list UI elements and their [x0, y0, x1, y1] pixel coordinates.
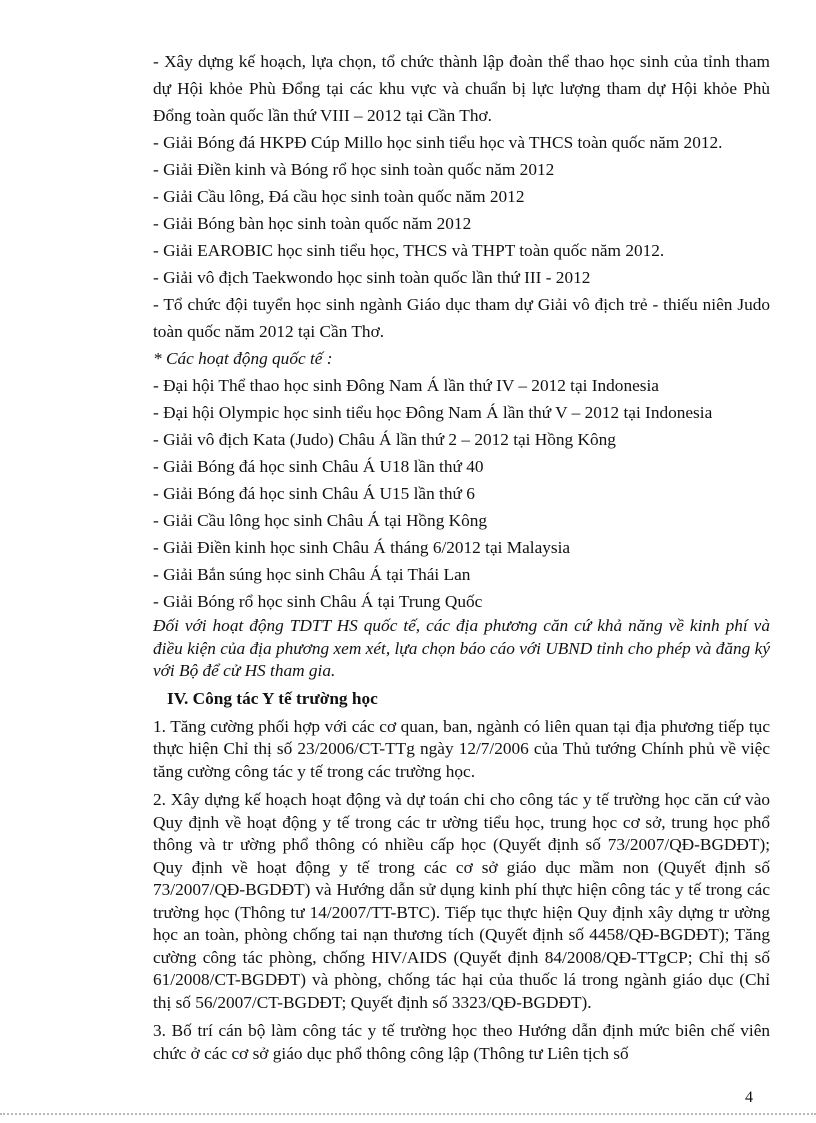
list-item: - Giải Điền kinh và Bóng rổ học sinh toàn quốc năm 2012 — [153, 160, 555, 179]
list-item: - Giải Cầu lông học sinh Châu Á tại Hồng Kông — [153, 511, 488, 530]
paragraph: - Tổ chức đội tuyển học sinh ngành Giáo dục tham dự Giải vô địch trẻ - thiếu niên Judo toàn quốc năm 2012 tại Cần Thơ. — [153, 295, 770, 341]
section-heading: IV. Công tác Y tế trường học — [167, 688, 378, 708]
paragraph: - Xây dựng kế hoạch, lựa chọn, tổ chức thành lập đoàn thể thao học sinh của tỉnh tham dự Hội khỏe Phù Đổng tại các khu vực và chuẩn bị lực lượng tham dự Hội khỏe Phù Đổng toàn quốc lần thứ VIII – 2012 tại Cần Thơ. — [153, 52, 770, 125]
list-item: - Giải Bóng đá học sinh Châu Á U15 lần thứ 6 — [153, 484, 475, 503]
list-item: - Giải vô địch Kata (Judo) Châu Á lần thứ 2 – 2012 tại Hồng Kông — [153, 430, 616, 449]
page-content — [153, 48, 770, 1065]
page-number: 4 — [745, 1089, 753, 1106]
list-item: - Giải vô địch Taekwondo học sinh toàn quốc lần thứ III - 2012 — [153, 268, 591, 287]
section-paragraph: 3. Bố trí cán bộ làm công tác y tế trường học theo Hướng dẫn định mức biên chế viên chức ở các cơ sở giáo dục phổ thông công lập (Thông tư Liên tịch số — [153, 1021, 770, 1063]
list-item: - Giải Bắn súng học sinh Châu Á tại Thái Lan — [153, 565, 471, 584]
list-item: - Giải Bóng đá học sinh Châu Á U18 lần thứ 40 — [153, 457, 484, 476]
list-item: - Giải Bóng rổ học sinh Châu Á tại Trung Quốc — [153, 592, 483, 611]
footer-divider — [0, 1113, 816, 1115]
list-item: - Giải Bóng bàn học sinh toàn quốc năm 2012 — [153, 214, 472, 233]
list-item: - Giải Điền kinh học sinh Châu Á tháng 6/2012 tại Malaysia — [153, 538, 571, 557]
section-paragraph: 2. Xây dựng kế hoạch hoạt động và dự toán chi cho công tác y tế trường học căn cứ vào Quy định về hoạt động y tế trong các tr ường tiểu học, trung học cơ sở, trung học phổ thông và tr ường phổ thông có nhiều cấp học (Quyết định số 73/2007/QĐ-BGDĐT); Quy định về hoạt động y tế trong các cơ sở giáo dục mầm non (Quyết định số 73/2007/QĐ-BGDĐT) và Hướng dẫn sử dụng kinh phí thực hiện công tác y tế trong các trường học (Thông tư 14/2007/TT-BTC). Tiếp tục thực hiện Quy định xây dựng tr ường học an toàn, phòng chống tai nạn thương tích (Quyết định số 4458/QĐ-BGDĐT); Tăng cường công tác phòng, chống HIV/AIDS (Quyết định 84/2008/QĐ-TTgCP; Chỉ thị số 61/2008/CT-BGDĐT) và phòng, chống tác hại của thuốc lá trong ngành giáo dục (Chỉ thị số 56/2007/CT-BGDĐT; Quyết định số 3323/QĐ-BGDĐT). — [153, 790, 770, 1012]
list-item: - Đại hội Thể thao học sinh Đông Nam Á lần thứ IV – 2012 tại Indonesia — [153, 376, 659, 395]
intl-heading: * Các hoạt động quốc tế : — [153, 349, 333, 368]
list-item: - Giải Cầu lông, Đá cầu học sinh toàn quốc năm 2012 — [153, 187, 525, 206]
section-paragraph: 1. Tăng cường phối hợp với các cơ quan, ban, ngành có liên quan tại địa phương tiếp tục thực hiện Chỉ thị số 23/2006/CT-TTg ngày 12/7/2006 của Thủ tướng Chính phủ về việc tăng cường công tác y tế trong các trường học. — [153, 716, 770, 781]
intl-note: Đối với hoạt động TDTT HS quốc tế, các địa phương căn cứ khả năng về kinh phí và điều kiện của địa phương xem xét, lựa chọn báo cáo với UBND tỉnh cho phép và đăng ký với Bộ để cử HS tham gia. — [153, 616, 770, 680]
list-item: - Giải EAROBIC học sinh tiểu học, THCS và THPT toàn quốc năm 2012. — [153, 241, 665, 260]
list-item: - Đại hội Olympic học sinh tiểu học Đông Nam Á lần thứ V – 2012 tại Indonesia — [153, 403, 713, 422]
paragraph: - Giải Bóng đá HKPĐ Cúp Millo học sinh tiểu học và THCS toàn quốc năm 2012. — [153, 133, 723, 152]
